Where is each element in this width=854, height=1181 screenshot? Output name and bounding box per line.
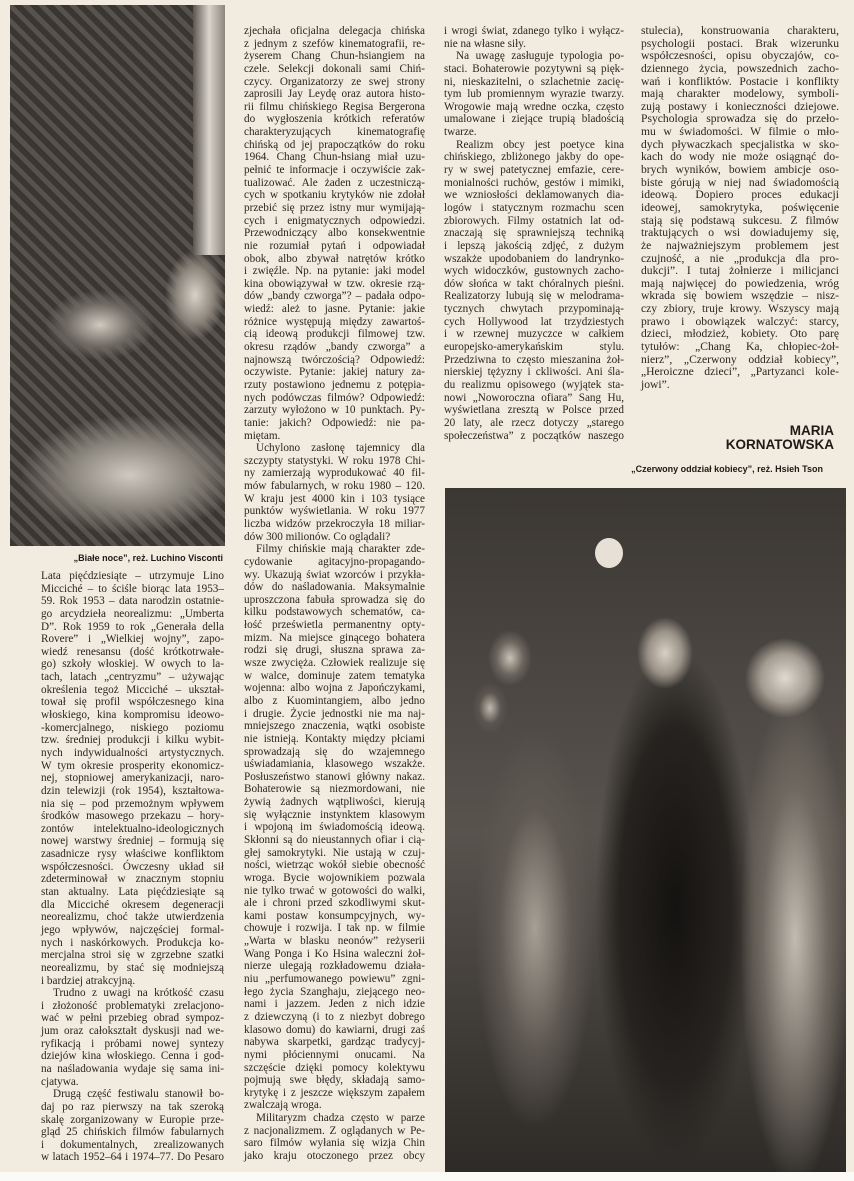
paragraph	[41, 987, 224, 1088]
article-column-4	[641, 25, 839, 392]
text-line: i bardziej atrakcyjną.	[41, 974, 136, 987]
text-line: ideową. Dopiero proces edukacji	[641, 188, 839, 202]
text-line: mu w świadomości. W filmie o mło-	[641, 125, 839, 139]
text-line: Psychologia sprowadza się do przeło-	[641, 112, 839, 126]
text-line: dych pływaczkach specjalistka w sko-	[641, 137, 839, 151]
text-line: Militaryzm chadza często w parze	[256, 1112, 425, 1125]
text-line: W tym okresie prosperity ekonomicz-	[41, 759, 224, 772]
text-line: chińskiego, zbliżonego jakby do ope-	[444, 151, 624, 164]
text-line: nowi „Noworoczna ofiara” Sang Hu,	[444, 391, 624, 404]
text-line: europejsko-amerykańskim stylu.	[444, 341, 624, 354]
text-line: Realizm obcy jest poetyce kina	[456, 138, 624, 151]
text-line: go arcydzieła neorealizmu: „Umberta	[41, 607, 224, 620]
photo-caption-top: „Białe noce”, reż. Luchino Visconti	[73, 553, 223, 563]
text-line: wiedź: ależ to jasne. Pytanie: jakie	[244, 303, 425, 316]
text-line: wsze zwycięża. Człowiek realizuje się	[244, 657, 425, 670]
photo-biale-noce	[10, 5, 225, 546]
text-line: z jednym z szefów kinematografii, re-	[244, 37, 425, 50]
text-line: stulecia), konstruowania charakteru,	[641, 24, 839, 37]
text-line: jum oraz całokształt dyskusji nad we-	[41, 1025, 224, 1038]
text-line: tualizować. Ale żaden z uczestniczą-	[244, 176, 425, 189]
text-line: współczesności, opisu obyczajów, co-	[641, 49, 839, 63]
text-line: Posłuszeństwo stanowi główny nakaz.	[244, 770, 425, 783]
author-byline	[726, 424, 834, 452]
text-line: umalowane i ziejące trupią bladością	[444, 113, 624, 126]
text-line: z nacjonalizmem. Z oglądanych w Pe-	[244, 1124, 425, 1137]
paragraph	[444, 139, 624, 442]
text-line: wszakże upodobaniem do landrynko-	[444, 252, 624, 265]
text-line: saro filmów wyłania się wizja Chin	[244, 1137, 425, 1150]
text-line: cych Hollywood lat trzydziestych	[444, 315, 624, 328]
text-line: traktujących o wsi dowiadujemy się,	[641, 226, 839, 240]
text-line: przebić się przez istny mur wymijają-	[244, 201, 425, 214]
text-line: i wpojoną im świadomością ideową.	[244, 821, 425, 834]
text-line: mają najwięcej do powiedzenia, wróg	[641, 276, 839, 290]
text-line: dla Micciché okresem degeneracji	[41, 898, 224, 911]
text-line: tował się profil współczesnego kina	[41, 696, 224, 709]
text-line: pełnić te informacje i oczywiście zak-	[244, 164, 425, 177]
text-line: mniejszego znaczenia, wątki osobiste	[244, 720, 425, 733]
text-line: nie rozumiał pytań i odpowiadał	[244, 239, 425, 252]
text-line: sprowadzają się do wzajemnego	[244, 745, 425, 758]
text-line: Wrogowie mają wredne oczka, często	[444, 100, 624, 113]
text-line: gląd 25 chińskich filmów fabularnych	[41, 1126, 224, 1139]
paragraph	[641, 25, 839, 392]
text-line: włoskiego, kina kompromisu ideowo-	[41, 709, 224, 722]
text-line: czy zbiory, truje krowy. Wszyscy mają	[641, 302, 839, 316]
text-line: kina obowiązywał w tzw. okresie rzą-	[244, 277, 425, 290]
text-line: punktów wyświetlania. W roku 1977	[244, 505, 425, 518]
text-line: Wang Ponga i Ko Hsina waleczni żoł-	[244, 947, 425, 960]
text-line: nych i naskórkowych. Produkcja ko-	[41, 936, 224, 949]
text-line: twarze.	[444, 126, 477, 139]
text-line: oczywiste. Pytanie: jakiej natury za-	[244, 366, 425, 379]
text-line: mów fabularnych, w roku 1980 – 120.	[244, 480, 425, 493]
text-line: Rovere” i „Wielkiej wojny”, zapo-	[41, 633, 224, 646]
text-line: obok, albo zbywał natrętów krótko	[244, 252, 425, 265]
text-line: tytułów: „Chang Ka, chłopiec-żoł-	[641, 340, 839, 354]
text-line: cjatywa.	[41, 1075, 79, 1088]
text-line: łego życia Szanghaju, ziejącego neo-	[244, 985, 425, 998]
text-line: ni, nieskazitelni, o szlachetnie zacię-	[444, 75, 624, 88]
paragraph	[444, 50, 624, 138]
text-line: charakteryzujących kinematografię	[244, 126, 425, 139]
text-line: czele. Selekcji dokonali sami Chiń-	[244, 62, 425, 75]
text-line: określenia tegoż Micciché – ukształ-	[41, 683, 224, 696]
text-line: na naśladowania wydaje się sama ini-	[41, 1062, 224, 1075]
text-line: wkrada się bowiem wszędzie – nisz-	[641, 289, 839, 303]
text-line: mizm. Na miejsce ginącego bohatera	[244, 631, 425, 644]
text-line: nami i jazzem. Jeden z nich idzie	[244, 998, 425, 1011]
text-line: dów 300 milionów. Co oglądali?	[244, 530, 391, 543]
text-line: dów do naśladowania. Maksymalnie	[244, 581, 425, 594]
text-line: nymi płóciennymi onucami. Na	[244, 1048, 425, 1061]
text-line: żyserem Chang Chun-hsiangiem na	[244, 50, 425, 63]
text-line: Drugą część festiwalu stanowił bo-	[53, 1088, 224, 1101]
text-line: zbiorowych. Filmy ostatnich lat od-	[444, 214, 624, 227]
text-line: nierze ulegają rozkładowemu działa-	[244, 960, 425, 973]
photo-curtain-detail	[193, 5, 225, 255]
author-first-name: MARIA	[789, 423, 834, 438]
text-line: Przewodniczący albo konsekwentnie	[244, 227, 425, 240]
text-line: prawo i obowiązek walczyć: starcy,	[641, 314, 839, 328]
text-line: cydowanie agitacyjno-propagando-	[244, 555, 425, 568]
text-line: nych podówczas filmów? Odpowiedź:	[244, 391, 425, 404]
text-line: wań i konfliktów. Postacie i konflikty	[641, 74, 839, 88]
paragraph	[41, 570, 224, 987]
text-line: tzw. średniej produkcji i kilku wybit-	[41, 734, 224, 747]
paragraph	[244, 442, 425, 543]
text-line: logów i statycznym rozmachu scen	[444, 201, 624, 214]
text-line: mercjalna stroi się w zgrzebne szatki	[41, 949, 224, 962]
text-line: uproszczona fabuła sprowadza się do	[244, 593, 425, 606]
article-column-1	[41, 570, 224, 1164]
text-line: wroga. Bycie wojownikiem pozwala	[244, 871, 425, 884]
text-line: Na uwagę zasługuje typologia po-	[456, 50, 624, 63]
text-line: Przedziwna to często mieszanina żoł-	[444, 353, 624, 366]
text-line: Lata pięćdziesiąte – utrzymuje Lino	[41, 570, 224, 582]
text-line: że najważniejszym problemem jest	[641, 238, 839, 252]
text-line: dzieci, młodzież, kobiety. Oto parę	[641, 327, 839, 341]
text-line: zdeterminował w znacznym stopniu	[41, 873, 224, 886]
text-line: jowi”.	[641, 377, 670, 391]
text-line: dów słońca w takt chóralnych pieśni.	[444, 277, 624, 290]
text-line: rzuty postawiono jednemu z potępia-	[244, 378, 425, 391]
text-line: wojenna: albo wojna z Japończykami,	[244, 682, 425, 695]
text-line: Bohaterowie są niezmordowani, nie	[244, 783, 425, 796]
text-line: daj po raz pierwszy na tak szeroką	[41, 1100, 224, 1113]
page-bottom-edge	[0, 1172, 854, 1181]
article-column-3	[444, 25, 624, 442]
text-line: szczypty statystyki. W roku 1978 Chi-	[244, 454, 425, 467]
text-line: szczęście dzięki pomocy kolektywu	[244, 1061, 425, 1074]
text-line: psychologii postaci. Brak wizerunku	[641, 36, 839, 50]
text-line: niu „perfumowanego powiewu” zgni-	[244, 973, 425, 986]
paragraph	[444, 25, 624, 50]
text-line: cią ideową produkcji filmowej tzw.	[244, 328, 425, 341]
text-line: nie tylko trwać w gotowości do walki,	[244, 884, 425, 897]
text-line: klasowo domu) do kawiarni, drugi zaś	[244, 1023, 425, 1036]
text-line: stają się podstawą sukcesu. Z filmów	[641, 213, 839, 227]
text-line: i lepszą jakością zdjęć, z dużym	[444, 239, 624, 252]
text-line: ry w swej patetycznej emfazie, cere-	[444, 164, 624, 177]
text-line: kami postaw konsumpcyjnych, wy-	[244, 909, 425, 922]
text-line: głej samokrytyki. Nie ustają w czuj-	[244, 846, 425, 859]
text-line: du realizmu opisowego (wyjątek sta-	[444, 378, 624, 391]
text-line: w latach 1952–64 i 1974–77. Do Pesaro	[41, 1151, 224, 1164]
text-line: brych wyników, bowiem ambicje oso-	[641, 163, 839, 177]
text-line: ności, wietrząc wokół siebie obecność	[244, 859, 425, 872]
text-line: i dokumentalnych, zrealizowanych	[41, 1138, 224, 1151]
author-last-name: KORNATOWSKA	[725, 437, 834, 452]
text-line: wać w pełni przebieg obrad sympoz-	[41, 1012, 224, 1025]
photo-caption-bottom: „Czerwony oddział kobiecy”, reż. Hsieh Tson	[631, 464, 823, 474]
text-line: monialności ruchów, gestów i mimiki,	[444, 176, 624, 189]
text-line: 1964. Chang Chun-hsiang miał uzu-	[244, 151, 425, 164]
text-line: cych i enigmatycznych odpowiedzi.	[244, 214, 425, 227]
text-line: we wzniosłości deklamowanych dia-	[444, 189, 624, 202]
text-line: krytykę i z jeszcze większym zapałem	[244, 1086, 425, 1099]
text-line: go) szkoły włoskiej. W owych to la-	[41, 658, 224, 671]
text-line: żywią żadnych wątpliwości, kierują	[244, 796, 425, 809]
text-line: zontów intelektualno-ideologicznych	[41, 822, 224, 835]
text-line: i zwięźle. Np. na pytanie: jaki model	[244, 265, 425, 278]
text-line: ale i chroni przed szkodliwymi skut-	[244, 897, 425, 910]
text-line: i złożoność problematyki zrelacjono-	[41, 999, 224, 1012]
text-line: -komercjalnego, niskiego poziomu	[41, 721, 224, 734]
text-line: Skłonni są do nieustannych ofiar i cią-	[244, 834, 425, 846]
text-line: nierskiej tężyzny i ckliwości. Ani śla-	[444, 366, 624, 379]
text-line: W kraju jest 4000 kin i 103 tysiące	[244, 492, 425, 505]
text-line: D”. Rok 1959 to rok „Generała della	[41, 620, 224, 633]
text-line: tym lub promiennym wyrazie twarzy.	[444, 88, 624, 101]
text-line: rii filmu chińskiego Regisa Bergerona	[244, 100, 425, 113]
text-line: neorealizmu, by stać się modniejszą	[41, 961, 224, 974]
text-line: z dziewczyną (i to z niezbyt dobrego	[244, 1010, 425, 1023]
text-line: nowej warstwy średniej – formują się	[41, 835, 224, 848]
text-line: jego wpływów, najczęściej formal-	[41, 923, 224, 936]
text-line: czujność, a nie „produkcja dla pro-	[641, 251, 839, 265]
text-line: kach do wody nie może osiągnąć do-	[641, 150, 839, 164]
text-line: kilku podstawowych schematów, ca-	[244, 606, 425, 619]
text-line: współczesności. Ówczesny układ sił	[41, 860, 224, 873]
text-line: tach, latach „centryzmu” – używając	[41, 671, 224, 684]
paragraph	[41, 1088, 224, 1164]
text-line: cych w spotkaniu krytyków nie zdołał	[244, 189, 425, 202]
text-line: chowuje i rozwija. I tak np. w filmie	[244, 922, 425, 935]
text-line: i wrogi świat, zdanego tylko i wyłącz-	[444, 25, 624, 37]
text-line: dów „bandy czworga”? – padała odpo-	[244, 290, 425, 303]
text-line: najnowszą twórczością? Odpowiedź:	[244, 353, 425, 366]
text-line: nej, stopniowej amerykanizacji, naro-	[41, 772, 224, 785]
text-line: wy. Ukazują świat wzorców i przykła-	[244, 568, 425, 581]
paragraph	[244, 1112, 425, 1163]
text-line: albo z Kuomintangiem, albo jedno	[244, 694, 425, 707]
text-line: zasadnicze rysy właściwe konfliktom	[41, 848, 224, 861]
text-line: znaczają się sprawniejszą techniką	[444, 227, 624, 240]
article-column-2	[244, 25, 425, 1163]
text-line: czycy. Organizatorzy ze swej strony	[244, 75, 425, 88]
text-line: zują postawy i konieczności dziejowe.	[641, 99, 839, 113]
text-line: stan aktualny. Lata pięćdziesiąte są	[41, 886, 224, 899]
text-line: uświadamiania, klasowego wszakże.	[244, 758, 425, 771]
text-line: Uchylono zasłonę tajemnicy dla	[256, 442, 425, 455]
text-line: neorealizmu, choć także utwierdzenia	[41, 911, 224, 924]
text-line: mają charakter modelowy, symboli-	[641, 87, 839, 101]
text-line: nabywa skarpetki, gardząc tradycyj-	[244, 1036, 425, 1049]
text-line: dzin telewizji (rok 1954), kształtowa-	[41, 784, 224, 797]
text-line: się wyłącznie instynktem klasowym	[244, 808, 425, 821]
text-line: dziennego życia, powszednich zacho-	[641, 61, 839, 75]
text-line: zjechała oficjalna delegacja chińska	[244, 25, 425, 37]
text-line: liczba widzów przekroczyła 18 miliar-	[244, 517, 425, 530]
text-line: tanie: jakich? Odpowiedź: nie pa-	[244, 416, 425, 429]
text-line: Micciché – to ściśle biorąc lata 1953–	[41, 582, 224, 595]
text-line: Filmy chińskie mają charakter zde-	[256, 543, 425, 556]
text-line: Realizatorzy lubują się w melodrama-	[444, 290, 624, 303]
text-line: jako kraju otoczonego przez obcy	[244, 1150, 425, 1163]
text-line: i w rzewnej muzyczce w całkiem	[444, 328, 624, 341]
paragraph	[244, 25, 425, 442]
text-line: staci. Bohaterowie pozytywni są pięk-	[444, 62, 624, 75]
text-line: zaprosili Jay Leydę oraz autora histo-	[244, 88, 425, 101]
text-line: „Heroiczne dzieci”, „Partyzanci kole-	[641, 365, 839, 379]
text-line: nie istnieją. Kontakty między płciami	[244, 732, 425, 745]
text-line: „Warta w blasku neonów” reżyserii	[244, 935, 425, 948]
text-line: środków masowego przekazu – hory-	[41, 810, 224, 823]
paragraph	[244, 543, 425, 1112]
text-line: nierz”, „Czerwony oddział kobiecy”,	[641, 352, 839, 366]
text-line: ryfikacją i próbami nowej syntezy	[41, 1037, 224, 1050]
text-line: ideowej, samokrytyka, poświęcenie	[641, 200, 839, 214]
text-line: nie na własne siły.	[444, 37, 526, 50]
text-line: i drugie. Życie jednostki nie ma naj-	[244, 707, 425, 720]
text-line: wiedź renesansu (dość krótkotrwałe-	[41, 645, 224, 658]
text-line: nych indywidualności artystycznych.	[41, 746, 224, 759]
text-line: wych widoczków, gustownych zacho-	[444, 265, 624, 278]
photo-raised-fist-detail	[595, 538, 623, 568]
text-line: społeczeństwa” z początków naszego	[444, 429, 624, 442]
text-line: 59. Rok 1953 – data narodzin ostatnie-	[41, 595, 224, 608]
text-line: Trudno z uwagi na krótkość czasu	[53, 987, 224, 1000]
text-line: tycznych chwytach przypominają-	[444, 303, 624, 316]
text-line: skalę zorganizowany w Europie prze-	[41, 1113, 224, 1126]
text-line: biste górują w niej nad świadomością	[641, 175, 839, 189]
text-line: nia się – pod przemożnym wpływem	[41, 797, 224, 810]
text-line: dziejów kina włoskiego. Cenna i god-	[41, 1050, 224, 1063]
text-line: dukcji”. I tutaj żołnierze i milicjanci	[641, 264, 839, 278]
text-line: okresu rządów „bandy czworga” a	[244, 341, 425, 354]
text-line: w walce, dominuje zatem tematyka	[244, 669, 425, 682]
text-line: miętam.	[244, 429, 281, 442]
photo-czerwony-oddzial-kobiecy	[445, 488, 846, 1175]
text-line: łość prześwietla permanentny opty-	[244, 619, 425, 632]
text-line: ny zamierzają wyprodukować 40 fil-	[244, 467, 425, 480]
text-line: zarzuty wyłożono w 10 punktach. Py-	[244, 404, 425, 417]
text-line: do wygłoszenia krótkich referatów	[244, 113, 425, 126]
text-line: wyświetlana zresztą w Polsce przed	[444, 404, 624, 417]
text-line: pojmują swe błędy, składają samo-	[244, 1074, 425, 1087]
text-line: zwalczają wroga.	[244, 1099, 322, 1112]
text-line: rodzi się drugi, słuszna sprawa za-	[244, 644, 425, 657]
text-line: chińską od jej prapoczątków do roku	[244, 138, 425, 151]
text-line: 20 laty, ale rzecz dotyczy „starego	[444, 416, 624, 429]
text-line: różnice występują między zawartoś-	[244, 315, 425, 328]
